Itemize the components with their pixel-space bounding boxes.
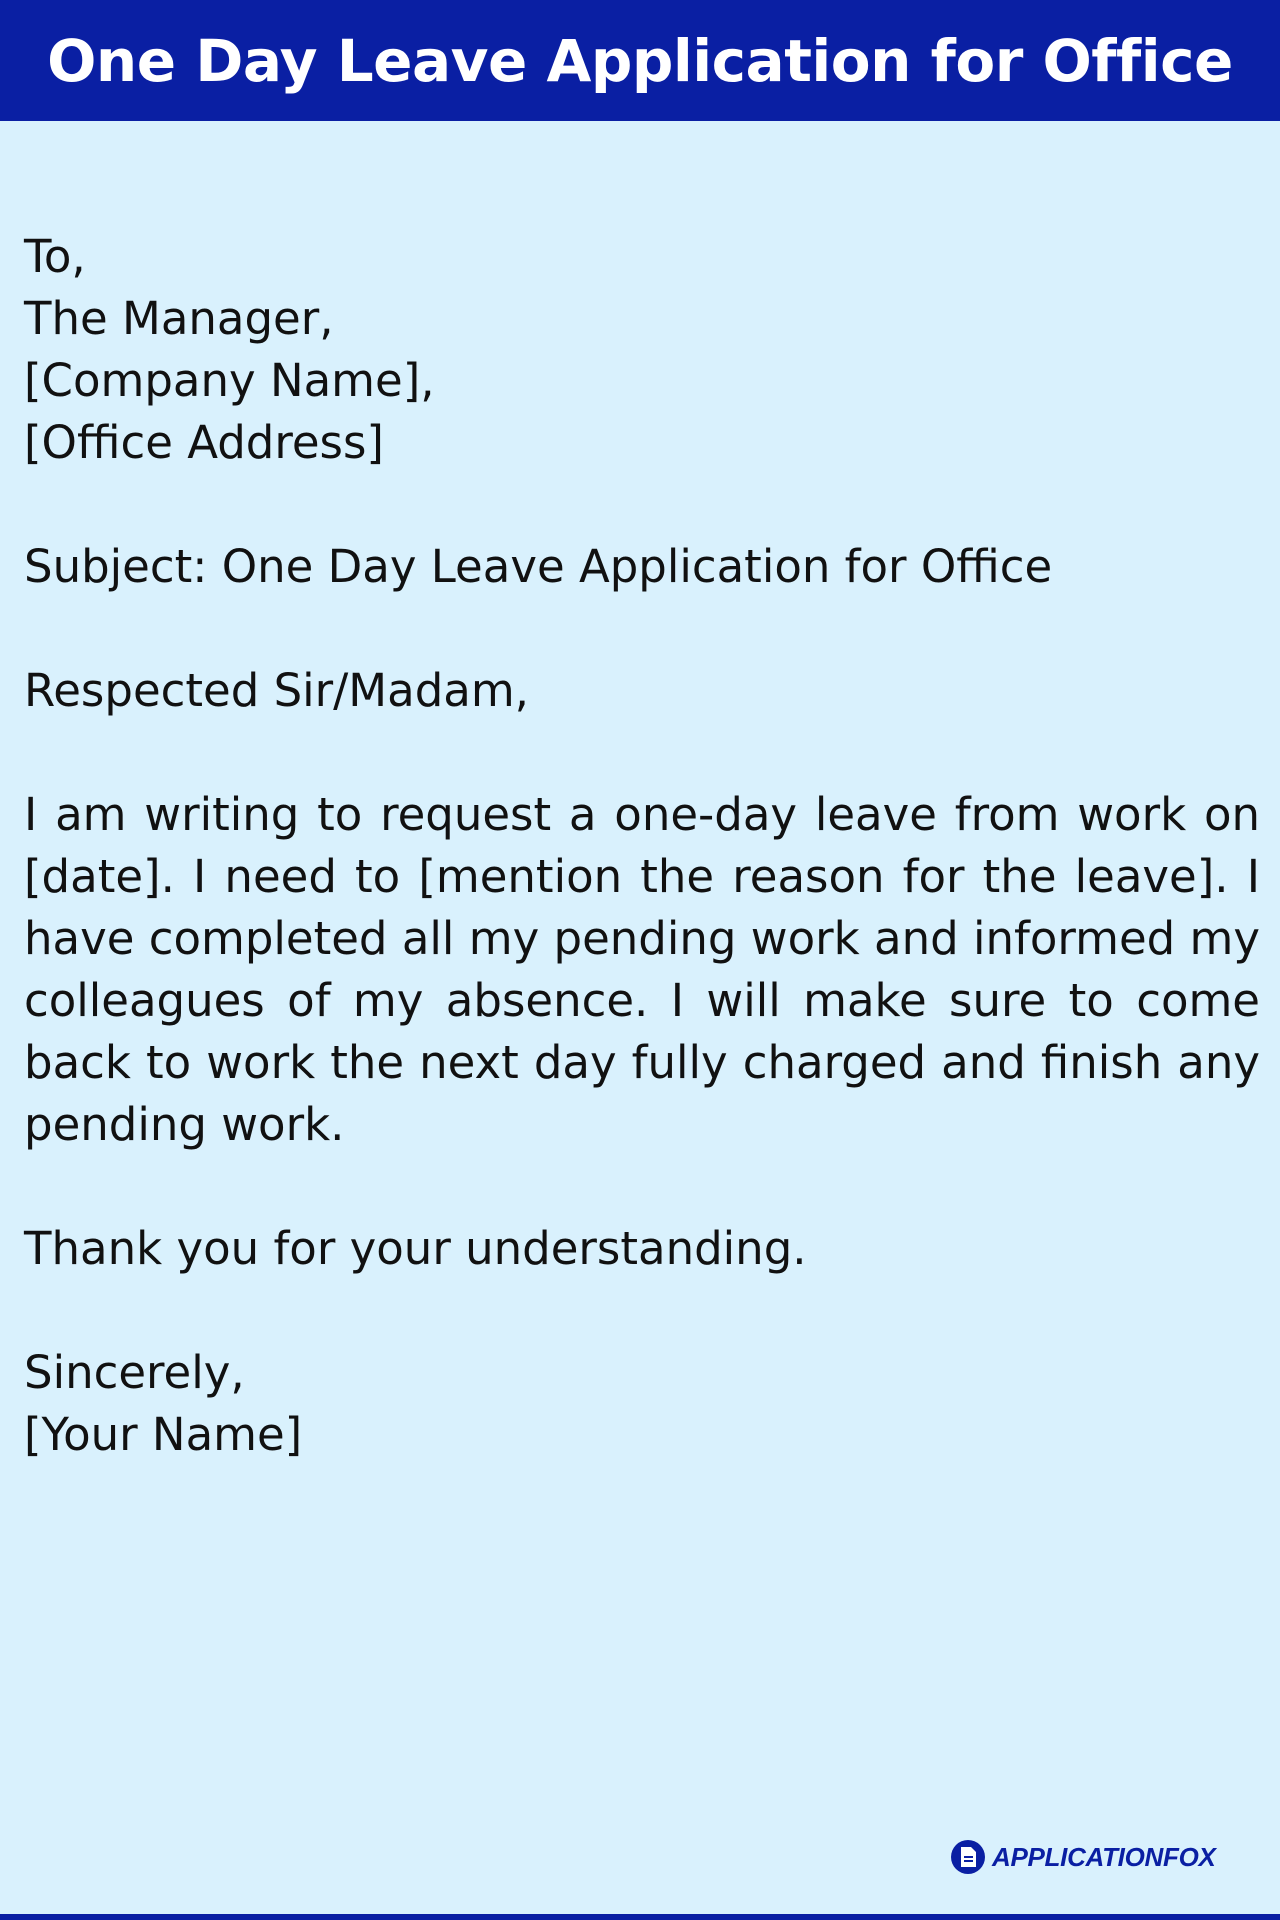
letter-body (24, 226, 1260, 1466)
recipient: The Manager, (24, 292, 334, 345)
greeting: Respected Sir/Madam, (24, 664, 529, 717)
subject-line: Subject: One Day Leave Application for Office (24, 540, 1053, 593)
brand-name (992, 1842, 1216, 1873)
spacer (24, 722, 1260, 784)
signature: [Your Name] (24, 1408, 303, 1461)
spacer (24, 474, 1260, 536)
page-title: One Day Leave Application for Office (47, 26, 1233, 95)
company-name: [Company Name], (24, 354, 435, 407)
document-icon (950, 1839, 986, 1875)
thanks-line: Thank you for your understanding. (24, 1222, 807, 1275)
spacer (24, 598, 1260, 660)
spacer (24, 1156, 1260, 1218)
salutation-to: To, (24, 230, 86, 283)
body-paragraph: I am writing to request a one-day leave from work on [date]. I need to [mention the reason for the leave]. I have completed all my pending work and informed my colleagues of my absence. I will make sure to come back to work the next day fully charged and finish any pending work. (24, 788, 1260, 1151)
header-banner (0, 0, 1280, 121)
spacer (24, 1280, 1260, 1342)
bottom-border (0, 1914, 1280, 1920)
office-address: [Office Address] (24, 416, 384, 469)
closing: Sincerely, (24, 1346, 245, 1399)
brand-name-part2: FOX (1163, 1841, 1216, 1872)
brand-logo (950, 1837, 1216, 1877)
brand-name-part1: APPLICATION (992, 1841, 1163, 1872)
